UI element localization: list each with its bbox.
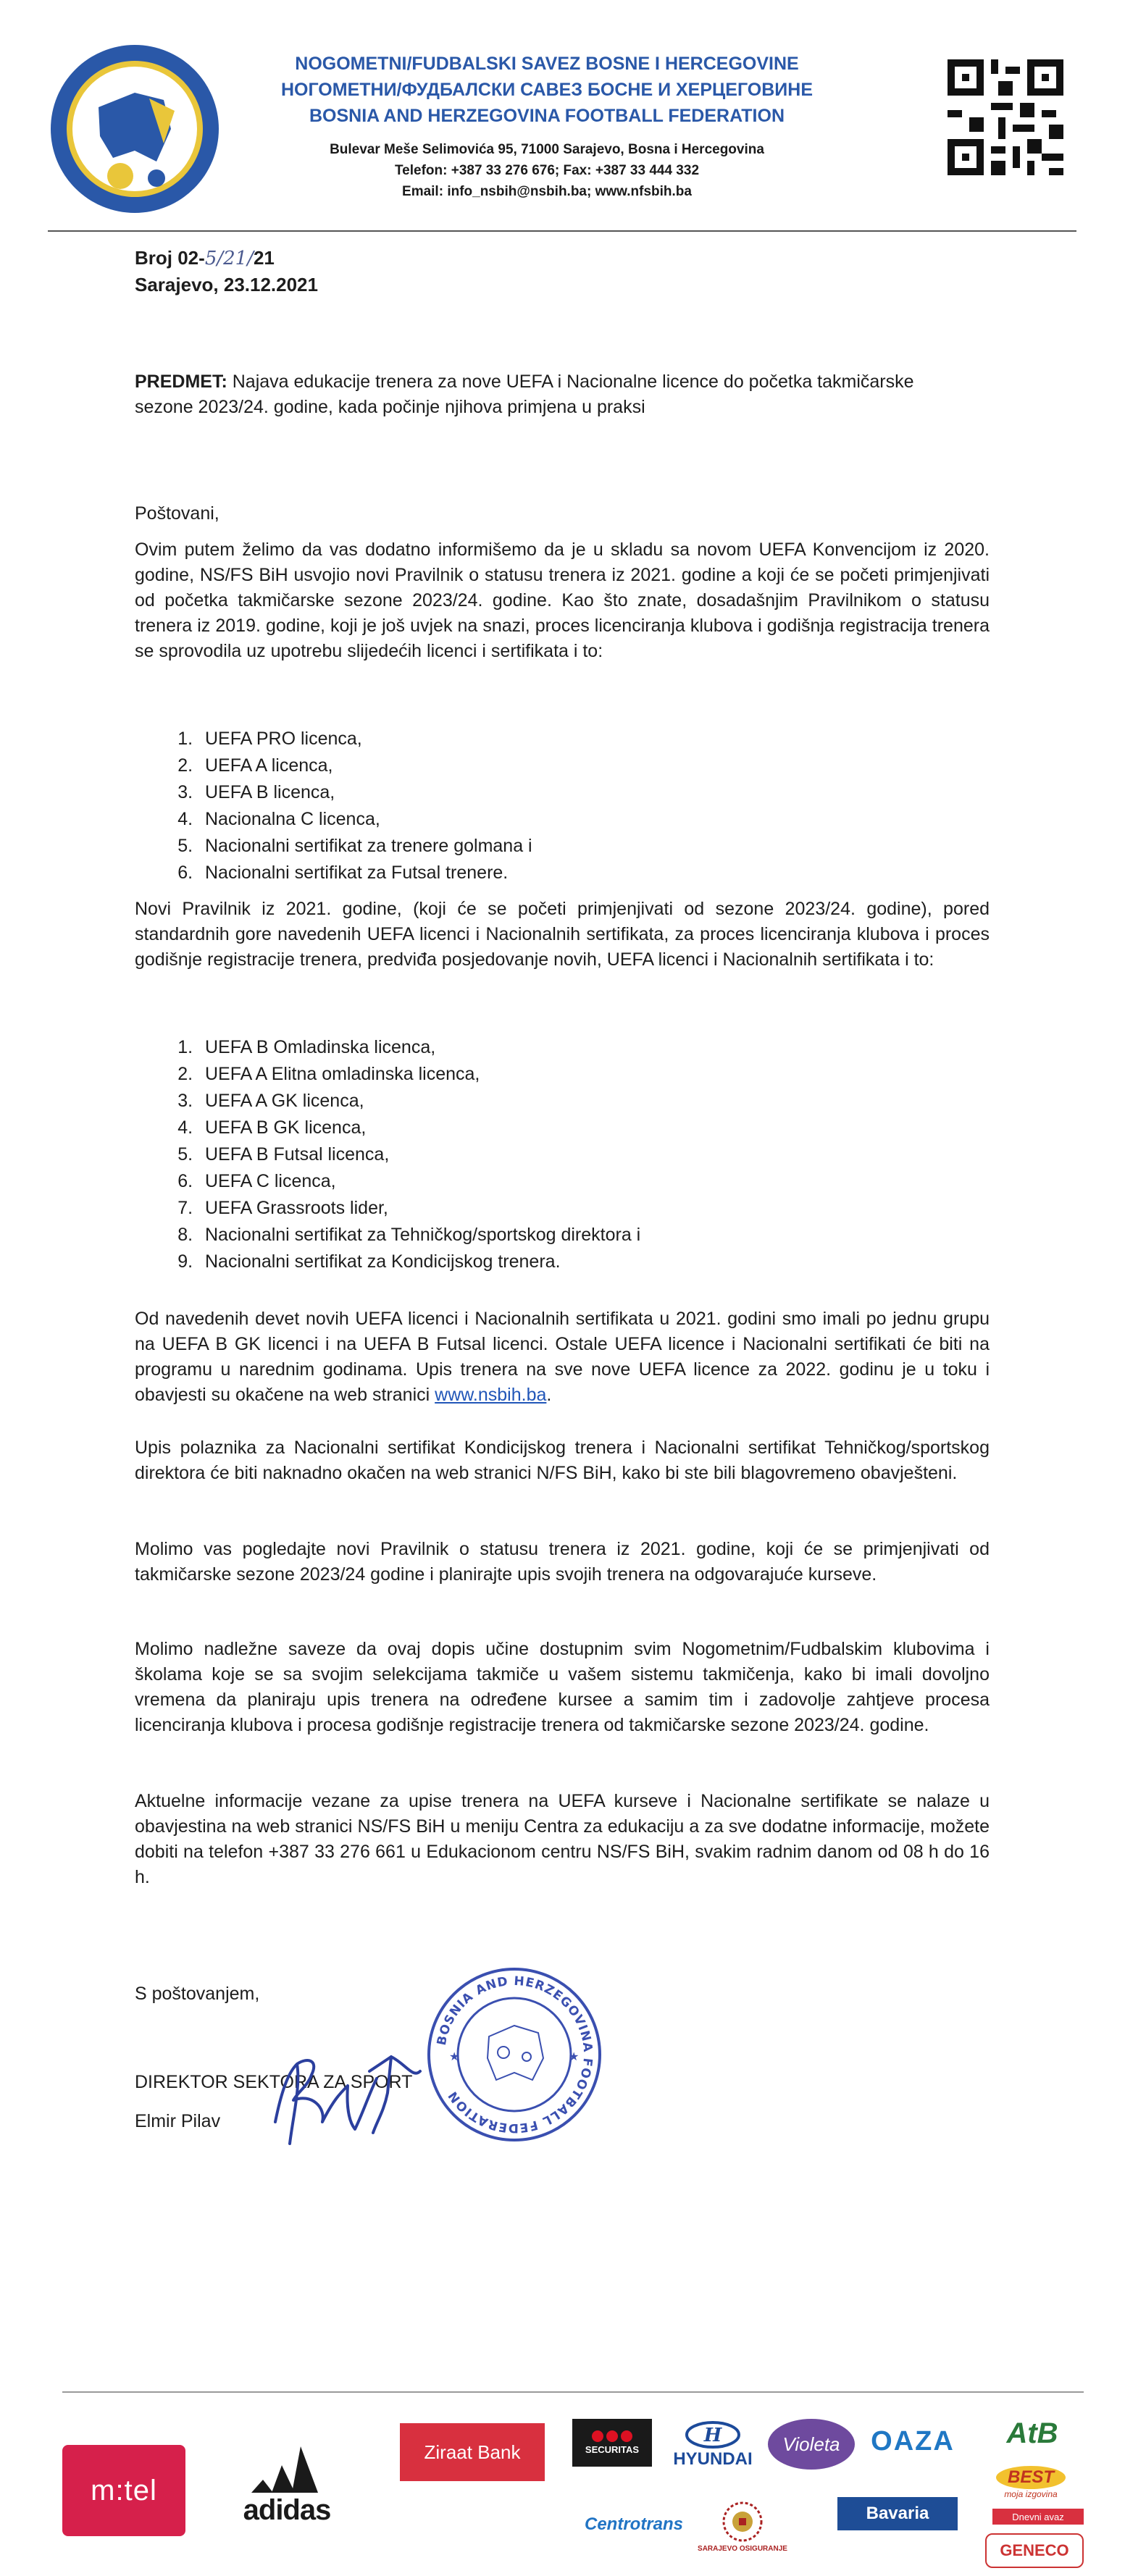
sponsor-dnevni-avaz: Dnevni avaz xyxy=(992,2509,1084,2525)
federation-phone: Telefon: +387 33 276 676; Fax: +387 33 444 332 xyxy=(394,163,700,178)
paragraph-rulebook: Molimo vas pogledajte novi Pravilnik o statusu trenera iz 2021. godine, koji će se primjenjivati od takmičarske sezone 2023/24 godine i planirajte upis svojih trenera na odgovarajuće kurseve. xyxy=(135,1539,990,1585)
new-licence-list-item: 7. UEFA Grassroots lider, xyxy=(198,1195,640,1222)
svg-text:H: H xyxy=(703,2425,722,2446)
sponsor-geneco: GENECO xyxy=(985,2533,1084,2568)
subject-label: PREDMET: xyxy=(135,372,227,392)
new-licence-list-item: 9. Nacionalni sertifikat za Kondicijskog trenera. xyxy=(198,1249,640,1275)
sarajevo-osiguranje-emblem-icon xyxy=(719,2499,766,2545)
nsbih-link[interactable]: www.nsbih.ba xyxy=(435,1385,547,1405)
sponsor-oaza: OAZA xyxy=(871,2425,955,2457)
licence-list-item: 6. Nacionalni sertifikat za Futsal trenere. xyxy=(198,860,532,886)
federation-name-english: BOSNIA AND HERZEGOVINA FOOTBALL FEDERATION xyxy=(309,106,785,126)
official-stamp-icon xyxy=(424,1964,605,2145)
sponsor-securitas: SECURITAS xyxy=(572,2419,652,2467)
new-licence-list-item: 5. UEFA B Futsal licenca, xyxy=(198,1141,640,1168)
licence-list-item: 4. Nacionalna C licenca, xyxy=(198,806,532,833)
new-licence-list-item: 8. Nacionalni sertifikat za Tehničkog/sportskog direktora i xyxy=(198,1222,640,1249)
sponsor-centrotrans: Centrotrans xyxy=(584,2514,684,2534)
signer-title: DIREKTOR SEKTORA ZA SPORT xyxy=(135,2072,413,2092)
federation-address: Bulevar Meše Selimovića 95, 71000 Sarajevo, Bosna i Hercegovina xyxy=(330,142,764,157)
svg-text:★: ★ xyxy=(449,2050,460,2063)
letterhead xyxy=(239,51,855,202)
sponsor-adidas: adidas xyxy=(222,2433,352,2535)
subject-text: Najava edukacije trenera za nove UEFA i Nacionalne licence do početka takmičarske sezone 2023/24. godine, kada počinje njihova primjena u praksi xyxy=(135,372,914,417)
federation-name-latin: NOGOMETNI/FUDBALSKI SAVEZ BOSNE I HERCEGOVINE xyxy=(295,54,799,74)
paragraph-intro: Ovim putem želimo da vas dodatno informišemo da je u skladu sa novom UEFA Konvencijom iz 2020. godine, NS/FS BiH usvojio novi Pravilnik o statusu trenera iz 2021. godine a koji će se početi primjenjivati od početka takmičarske sezone 2023/24. godine. Kao što znate, dosadašnjim Pravilnikom o statusu trenera iz 2019. godine, koji je još uvjek na snazi, proces licenciranja klubova i godišnja registracija trenera se sprovodila uz upotrebu slijedećih licenci i sertifikata i to: xyxy=(135,540,990,661)
reference-number: Broj 02-5/21/21 xyxy=(135,247,275,269)
svg-text:★: ★ xyxy=(569,2050,580,2063)
sponsor-atb: AtB xyxy=(1006,2417,1058,2449)
federation-logo-icon xyxy=(48,42,222,216)
sponsor-hyundai: H HYUNDAI xyxy=(662,2416,764,2474)
paragraph-enrolment: Upis polaznika za Nacionalni sertifikat Kondicijskog trenera i Nacionalni sertifikat Tehničkog/sportskog direktora će biti naknadno okačen na web stranici N/FS BiH, kako bi ste bili blagovremeno obavješteni. xyxy=(135,1438,990,1483)
sponsor-bavaria: Bavaria xyxy=(837,2497,958,2530)
new-licence-list-item: 2. UEFA A Elitna omladinska licenca, xyxy=(198,1061,640,1088)
current-licences-list xyxy=(163,726,532,886)
signer-name: Elmir Pilav xyxy=(135,2111,221,2131)
new-licence-list-item: 1. UEFA B Omladinska licenca, xyxy=(198,1034,640,1061)
reference-block xyxy=(135,245,318,298)
footer-divider xyxy=(62,2391,1084,2393)
sponsor-violeta: Violeta xyxy=(768,2419,855,2470)
licence-list-item: 1. UEFA PRO licenca, xyxy=(198,726,532,752)
sponsor-sarajevo-osiguranje: SARAJEVO OSIGURANJE xyxy=(695,2485,790,2565)
paragraph-new-rules: Novi Pravilnik iz 2021. godine, (koji će se početi primjenjivati od sezone 2023/24. godine), pored standardnih gore navedenih UEFA licenci i Nacionalnih sertifikata, za proces licenciranja klubova i proces godišnje registracije trenera, predviđa posjedovanje novih, UEFA licenci i Nacionalnih sertifikata i to: xyxy=(135,899,990,970)
qr-code-icon xyxy=(948,59,1063,175)
paragraph-courses: Od navedenih devet novih UEFA licenci i Nacionalnih sertifikata u 2021. godini smo imali po jednu grupu na UEFA B GK licenci i na UEFA B Futsal licenci. Ostale UEFA licence i Nacionalni sertifikati će biti na programu u narednim godinama. Upis trenera na sve nove UEFA licence za 2022. godinu je u toku i obavjesti su okačene na web stranici www.nsbih.ba. xyxy=(135,1309,990,1405)
subject-line xyxy=(135,369,961,420)
licence-list-item: 5. Nacionalni sertifikat za trenere golmana i xyxy=(198,833,532,860)
adidas-stripes-icon xyxy=(247,2442,327,2493)
paragraph-associations: Molimo nadležne saveze da ovaj dopis učine dostupnim svim Nogometnim/Fudbalskim klubovima i školama koje se sa svojim selekcijama takmiče u vašem sistemu takmičenja, kako bi imali dovoljno vremena da planiraju upis trenera na određene kursee a samim tim i zadovolje zahtjeve procesa licenciranja klubova i procesa godišnje registracije trenera od takmičarske sezone 2023/24. godine. xyxy=(135,1639,990,1735)
securitas-dots-icon xyxy=(592,2430,632,2442)
new-licence-list-item: 4. UEFA B GK licenca, xyxy=(198,1115,640,1141)
closing: S poštovanjem, xyxy=(135,1984,260,2004)
licence-list-item: 2. UEFA A licenca, xyxy=(198,752,532,779)
greeting: Poštovani, xyxy=(135,503,219,524)
new-licence-list-item: 3. UEFA A GK licenca, xyxy=(198,1088,640,1115)
sponsor-ziraat-bank: Ziraat Bank xyxy=(400,2423,545,2481)
paragraph-contact: Aktuelne informacije vezane za upise trenera na UEFA kurseve i Nacionalne sertifikate se nalaze u obavjestina na web stranici NS/FS BiH u meniju Centra za edukaciju a za sve dodatne informacije, možete dobiti na telefon +387 33 276 661 u Edukacionom centru NS/FS BiH, svakim radnim danom od 08 h do 16 h. xyxy=(135,1791,990,1887)
new-licences-list xyxy=(163,1034,640,1275)
federation-name-cyrillic: НОГОМЕТНИ/ФУДБАЛСКИ САВЕЗ БОСНЕ И ХЕРЦЕГОВИНЕ xyxy=(280,80,814,100)
handwritten-signature-icon xyxy=(268,2042,427,2151)
reference-place-date: Sarajevo, 23.12.2021 xyxy=(135,274,318,295)
federation-email: Email: info_nsbih@nsbih.ba; www.nfsbih.ba xyxy=(402,184,692,199)
hyundai-emblem-icon xyxy=(684,2420,742,2449)
sponsor-best: BEST moja izgovina xyxy=(991,2462,1071,2503)
sponsor-mtel: m:tel xyxy=(62,2445,185,2536)
new-licence-list-item: 6. UEFA C licenca, xyxy=(198,1168,640,1195)
svg-text:BOSNIA AND HERZEGOVINA FOOTBAL: BOSNIA AND HERZEGOVINA FOOTBALL FEDERATION xyxy=(434,1973,595,2136)
header-divider xyxy=(48,230,1076,232)
handwritten-number: 5/21/ xyxy=(204,248,254,269)
licence-list-item: 3. UEFA B licenca, xyxy=(198,779,532,806)
